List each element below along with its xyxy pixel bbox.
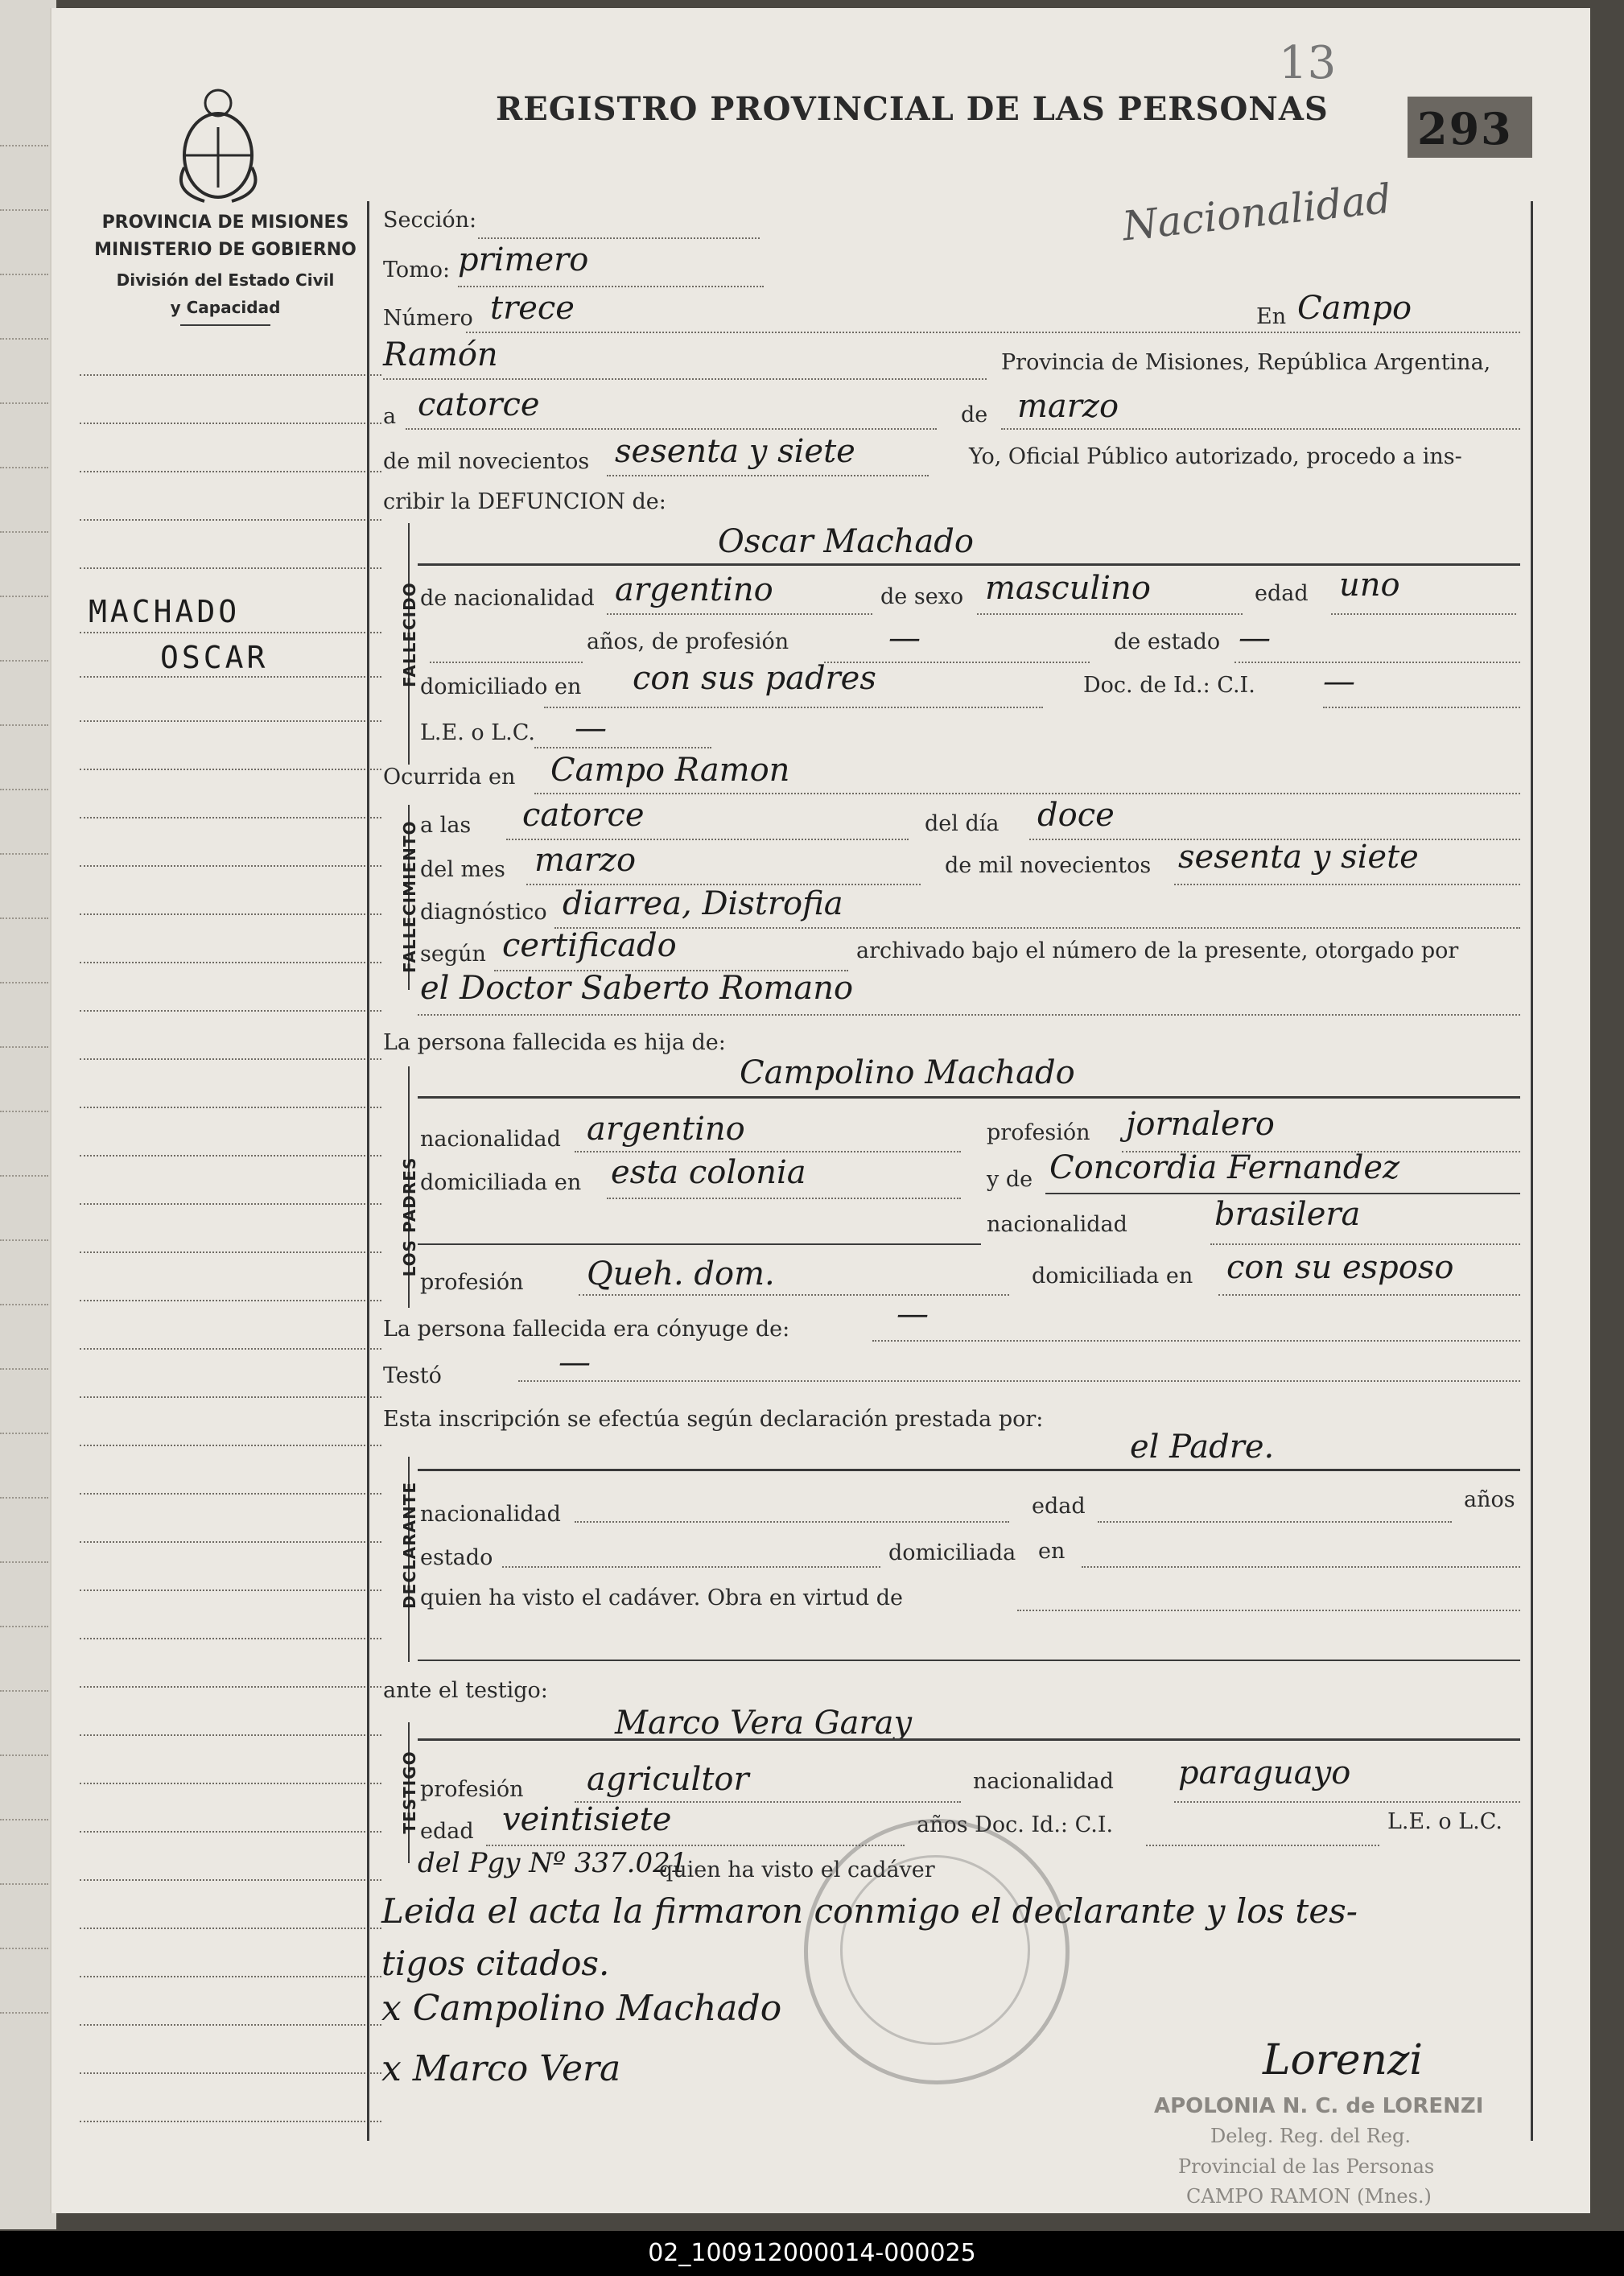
value-testigo-nacionalidad: paraguayo xyxy=(1178,1754,1351,1792)
side-label-fallecimiento: FALLECIMIENTO xyxy=(400,820,419,973)
value-madre-domicilio: con su esposo xyxy=(1226,1249,1454,1286)
label-testigo-visto: quien ha visto el cadáver xyxy=(659,1857,935,1882)
label-madre-domicilio: domiciliada en xyxy=(1032,1264,1193,1288)
value-hora: catorce xyxy=(522,797,645,834)
value-le-lc: — xyxy=(575,710,607,747)
label-de-nacionalidad: de nacionalidad xyxy=(420,586,595,611)
issuer-ministry: MINISTERIO DE GOBIERNO xyxy=(94,240,357,260)
value-madre: Concordia Fernandez xyxy=(1049,1149,1400,1186)
label-de-mil: de mil novecientos xyxy=(383,449,590,474)
value-ci: — xyxy=(1323,663,1355,700)
registry-page xyxy=(50,8,1590,2213)
label-ante-testigo: ante el testigo: xyxy=(383,1678,548,1703)
label-del-dia: del día xyxy=(925,811,1000,836)
label-declaracion: Esta inscripción se efectúa según declaración prestada por: xyxy=(383,1407,1044,1432)
value-madre-nacionalidad: brasilera xyxy=(1214,1196,1361,1233)
signature-testigo: x Marco Vera xyxy=(381,2048,621,2089)
label-decl-estado: estado xyxy=(420,1545,493,1570)
official-seal-stamp xyxy=(804,1819,1070,2084)
page-number-handwritten: 13 xyxy=(1279,37,1337,89)
side-label-testigo: TESTIGO xyxy=(400,1750,419,1834)
label-en: En xyxy=(1256,304,1287,329)
label-testigo-le-lc: L.E. o L.C. xyxy=(1387,1809,1503,1834)
label-tomo: Tomo: xyxy=(383,258,451,282)
value-padre: Campolino Machado xyxy=(740,1054,1075,1091)
label-diagnostico: diagnóstico xyxy=(420,900,547,925)
value-fallecido-nombre: Oscar Machado xyxy=(718,523,974,560)
label-testigo-edad: edad xyxy=(420,1819,474,1844)
value-conyuge: — xyxy=(896,1296,929,1333)
act-number: 293 xyxy=(1417,103,1513,155)
label-decl-en: en xyxy=(1038,1539,1065,1564)
label-de-estado: de estado xyxy=(1114,629,1221,654)
label-yo-oficial: Yo, Oficial Público autorizado, procedo a ins- xyxy=(969,444,1462,469)
value-profesion: — xyxy=(888,620,921,657)
value-testigo-doc: del Pgy Nº 337.021 xyxy=(418,1847,688,1879)
issuer-province: PROVINCIA DE MISIONES xyxy=(101,212,349,233)
label-hija-de: La persona fallecida es hija de: xyxy=(383,1030,726,1055)
label-a: a xyxy=(383,404,397,429)
image-id-bar: 02_100912000014-000025 xyxy=(0,2231,1624,2276)
label-seccion: Sección: xyxy=(383,208,477,233)
label-decl-visto: quien ha visto el cadáver. Obra en virtud de xyxy=(420,1585,904,1610)
label-numero: Número xyxy=(383,306,473,331)
value-mes: marzo xyxy=(1017,388,1119,425)
label-y-de: y de xyxy=(987,1167,1033,1192)
value-numero: trece xyxy=(490,290,575,327)
value-domicilio: con sus padres xyxy=(633,660,876,697)
act-number-box xyxy=(1408,97,1532,158)
label-testigo-profesion: profesión xyxy=(420,1777,524,1802)
margin-surname: MACHADO xyxy=(89,594,241,629)
official-title-3: CAMPO RAMON (Mnes.) xyxy=(1186,2185,1432,2208)
value-dia: catorce xyxy=(418,386,540,423)
value-testigo-edad: veintisiete xyxy=(502,1801,672,1838)
document-title: REGISTRO PROVINCIAL DE LAS PERSONAS xyxy=(496,90,1329,128)
label-anios-profesion: años, de profesión xyxy=(587,629,789,654)
official-title-1: Deleg. Reg. del Reg. xyxy=(1210,2125,1411,2147)
value-anio-fall: sesenta y siete xyxy=(1178,839,1419,876)
value-padre-domicilio: esta colonia xyxy=(611,1154,806,1191)
value-declarante: el Padre. xyxy=(1130,1429,1275,1466)
value-testigo-profesion: agricultor xyxy=(587,1761,749,1798)
value-sexo: masculino xyxy=(985,570,1151,607)
side-label-padres: LOS PADRES xyxy=(400,1157,419,1277)
margin-given-name: OSCAR xyxy=(160,640,269,675)
official-title-2: Provincial de las Personas xyxy=(1178,2155,1435,2178)
label-decl-edad: edad xyxy=(1032,1494,1086,1519)
value-estado: — xyxy=(1239,620,1271,657)
label-de-mil-2: de mil novecientos xyxy=(945,853,1152,878)
value-madre-profesion: Queh. dom. xyxy=(587,1256,775,1293)
label-de-sexo: de sexo xyxy=(880,584,964,609)
value-nacionalidad: argentino xyxy=(615,571,773,608)
label-decl-nacionalidad: nacionalidad xyxy=(420,1502,561,1527)
value-testigo: Marco Vera Garay xyxy=(615,1705,913,1742)
value-lugar-2: Ramón xyxy=(383,336,498,373)
label-de: de xyxy=(961,402,988,427)
side-label-declarante: DECLARANTE xyxy=(400,1481,419,1609)
label-madre-nacionalidad: nacionalidad xyxy=(987,1212,1127,1237)
label-edad: edad xyxy=(1255,581,1309,606)
label-decl-domiciliada: domiciliada xyxy=(888,1540,1016,1565)
label-le-lc: L.E. o L.C. xyxy=(420,720,536,745)
closing-note-line-1: Leida el acta la firmaron conmigo el declarante y los tes- xyxy=(381,1891,1358,1931)
value-ocurrida: Campo Ramon xyxy=(550,752,790,789)
label-padre-domicilio: domiciliada en xyxy=(420,1170,582,1195)
stamp-nacionalidad: Nacionalidad xyxy=(1119,175,1394,250)
signature-declarante: x Campolino Machado xyxy=(381,1988,782,2029)
label-doc-id: Doc. de Id.: C.I. xyxy=(1083,673,1255,698)
value-tomo: primero xyxy=(458,241,589,278)
label-testigo-nacionalidad: nacionalidad xyxy=(973,1769,1114,1794)
value-segun: certificado xyxy=(502,927,677,964)
value-medico: el Doctor Saberto Romano xyxy=(420,970,854,1007)
label-testigo-anios-doc: años Doc. Id.: C.I. xyxy=(917,1812,1114,1837)
issuer-capacity: y Capacidad xyxy=(170,298,281,317)
side-label-fallecido: FALLECIDO xyxy=(400,582,419,687)
label-madre-profesion: profesión xyxy=(420,1270,524,1295)
value-edad: uno xyxy=(1339,567,1400,604)
label-del-mes: del mes xyxy=(420,857,505,882)
official-signature: Lorenzi xyxy=(1263,2036,1423,2084)
label-a-las: a las xyxy=(420,813,472,838)
label-padre-profesion: profesión xyxy=(987,1120,1090,1145)
value-testo: — xyxy=(559,1344,591,1381)
label-domiciliado-en: domiciliado en xyxy=(420,674,582,699)
label-padre-nacionalidad: nacionalidad xyxy=(420,1127,561,1152)
book-spine-edge xyxy=(0,0,56,2229)
coat-of-arms-icon xyxy=(172,79,265,208)
value-dia-fall: doce xyxy=(1037,797,1115,834)
issuer-division: División del Estado Civil xyxy=(116,270,335,290)
value-padre-profesion: jornalero xyxy=(1126,1106,1275,1143)
label-ocurrida-en: Ocurrida en xyxy=(383,765,516,790)
label-archivado: archivado bajo el número de la presente, otorgado por xyxy=(856,938,1459,963)
value-anio: sesenta y siete xyxy=(615,433,855,470)
value-mes-fall: marzo xyxy=(534,842,637,879)
value-padre-nacionalidad: argentino xyxy=(587,1111,745,1148)
label-conyuge: La persona fallecida era cónyuge de: xyxy=(383,1317,790,1342)
closing-note-line-2: tigos citados. xyxy=(381,1944,610,1983)
value-lugar-1: Campo xyxy=(1297,290,1412,327)
label-testo: Testó xyxy=(383,1363,442,1388)
label-decl-anios: años xyxy=(1464,1487,1515,1512)
official-name: APOLONIA N. C. de LORENZI xyxy=(1154,2094,1484,2118)
label-provincia: Provincia de Misiones, República Argentina, xyxy=(1001,350,1491,375)
label-segun: según xyxy=(420,942,486,967)
value-diagnostico: diarrea, Distrofia xyxy=(563,885,843,922)
label-inscribir: cribir la DEFUNCION de: xyxy=(383,489,666,514)
